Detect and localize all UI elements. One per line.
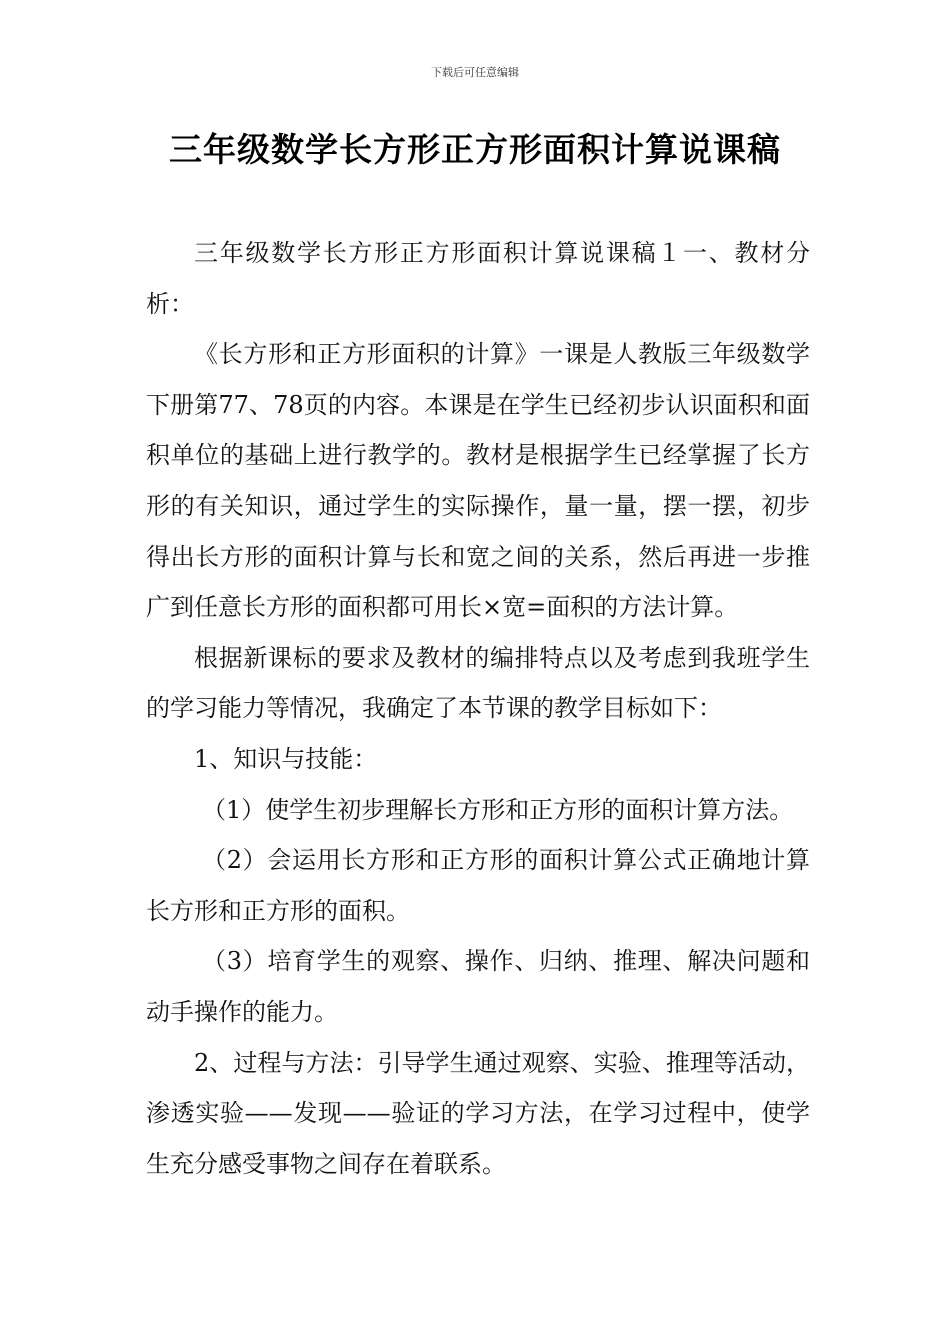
paragraph-goal-2: （2）会运用长方形和正方形的面积计算公式正确地计算长方形和正方形的面积。: [146, 846, 810, 925]
header-note: 下载后可任意编辑: [431, 66, 519, 79]
paragraph-objectives-intro: 根据新课标的要求及教材的编排特点以及考虑到我班学生的学习能力等情况，我确定了本节课的教学目标如下：: [146, 643, 810, 723]
paragraph-intro: 三年级数学长方形正方形面积计算说课稿１一、教材分析：: [146, 239, 810, 318]
document-body: [146, 228, 810, 1189]
paragraph-textbook-analysis: 《长方形和正方形面积的计算》一课是人教版三年级数学下册第77、78页的内容。本课是在学生已经初步认识面积和面积单位的基础上进行教学的。教材是根据学生已经掌握了长方形的有关知识，通过学生的实际操作，量一量，摆一摆，初步得出长方形的面积计算与长和宽之间的关系，然后再进一步推广到任意长方形的面积都可用长×宽=面积的方法计算。: [146, 340, 810, 622]
paragraph-knowledge-skills: 1、知识与技能：: [194, 744, 378, 773]
paragraph-goal-3: （3）培育学生的观察、操作、归纳、推理、解决问题和动手操作的能力。: [146, 947, 810, 1026]
paragraph-process-method: 2、过程与方法：引导学生通过观察、实验、推理等活动，渗透实验——发现——验证的学习方法，在学习过程中，使学生充分感受事物之间存在着联系。: [146, 1048, 810, 1178]
document-title: 三年级数学长方形正方形面积计算说课稿: [169, 130, 781, 169]
paragraph-goal-1: （1）使学生初步理解长方形和正方形的面积计算方法。: [202, 795, 794, 824]
